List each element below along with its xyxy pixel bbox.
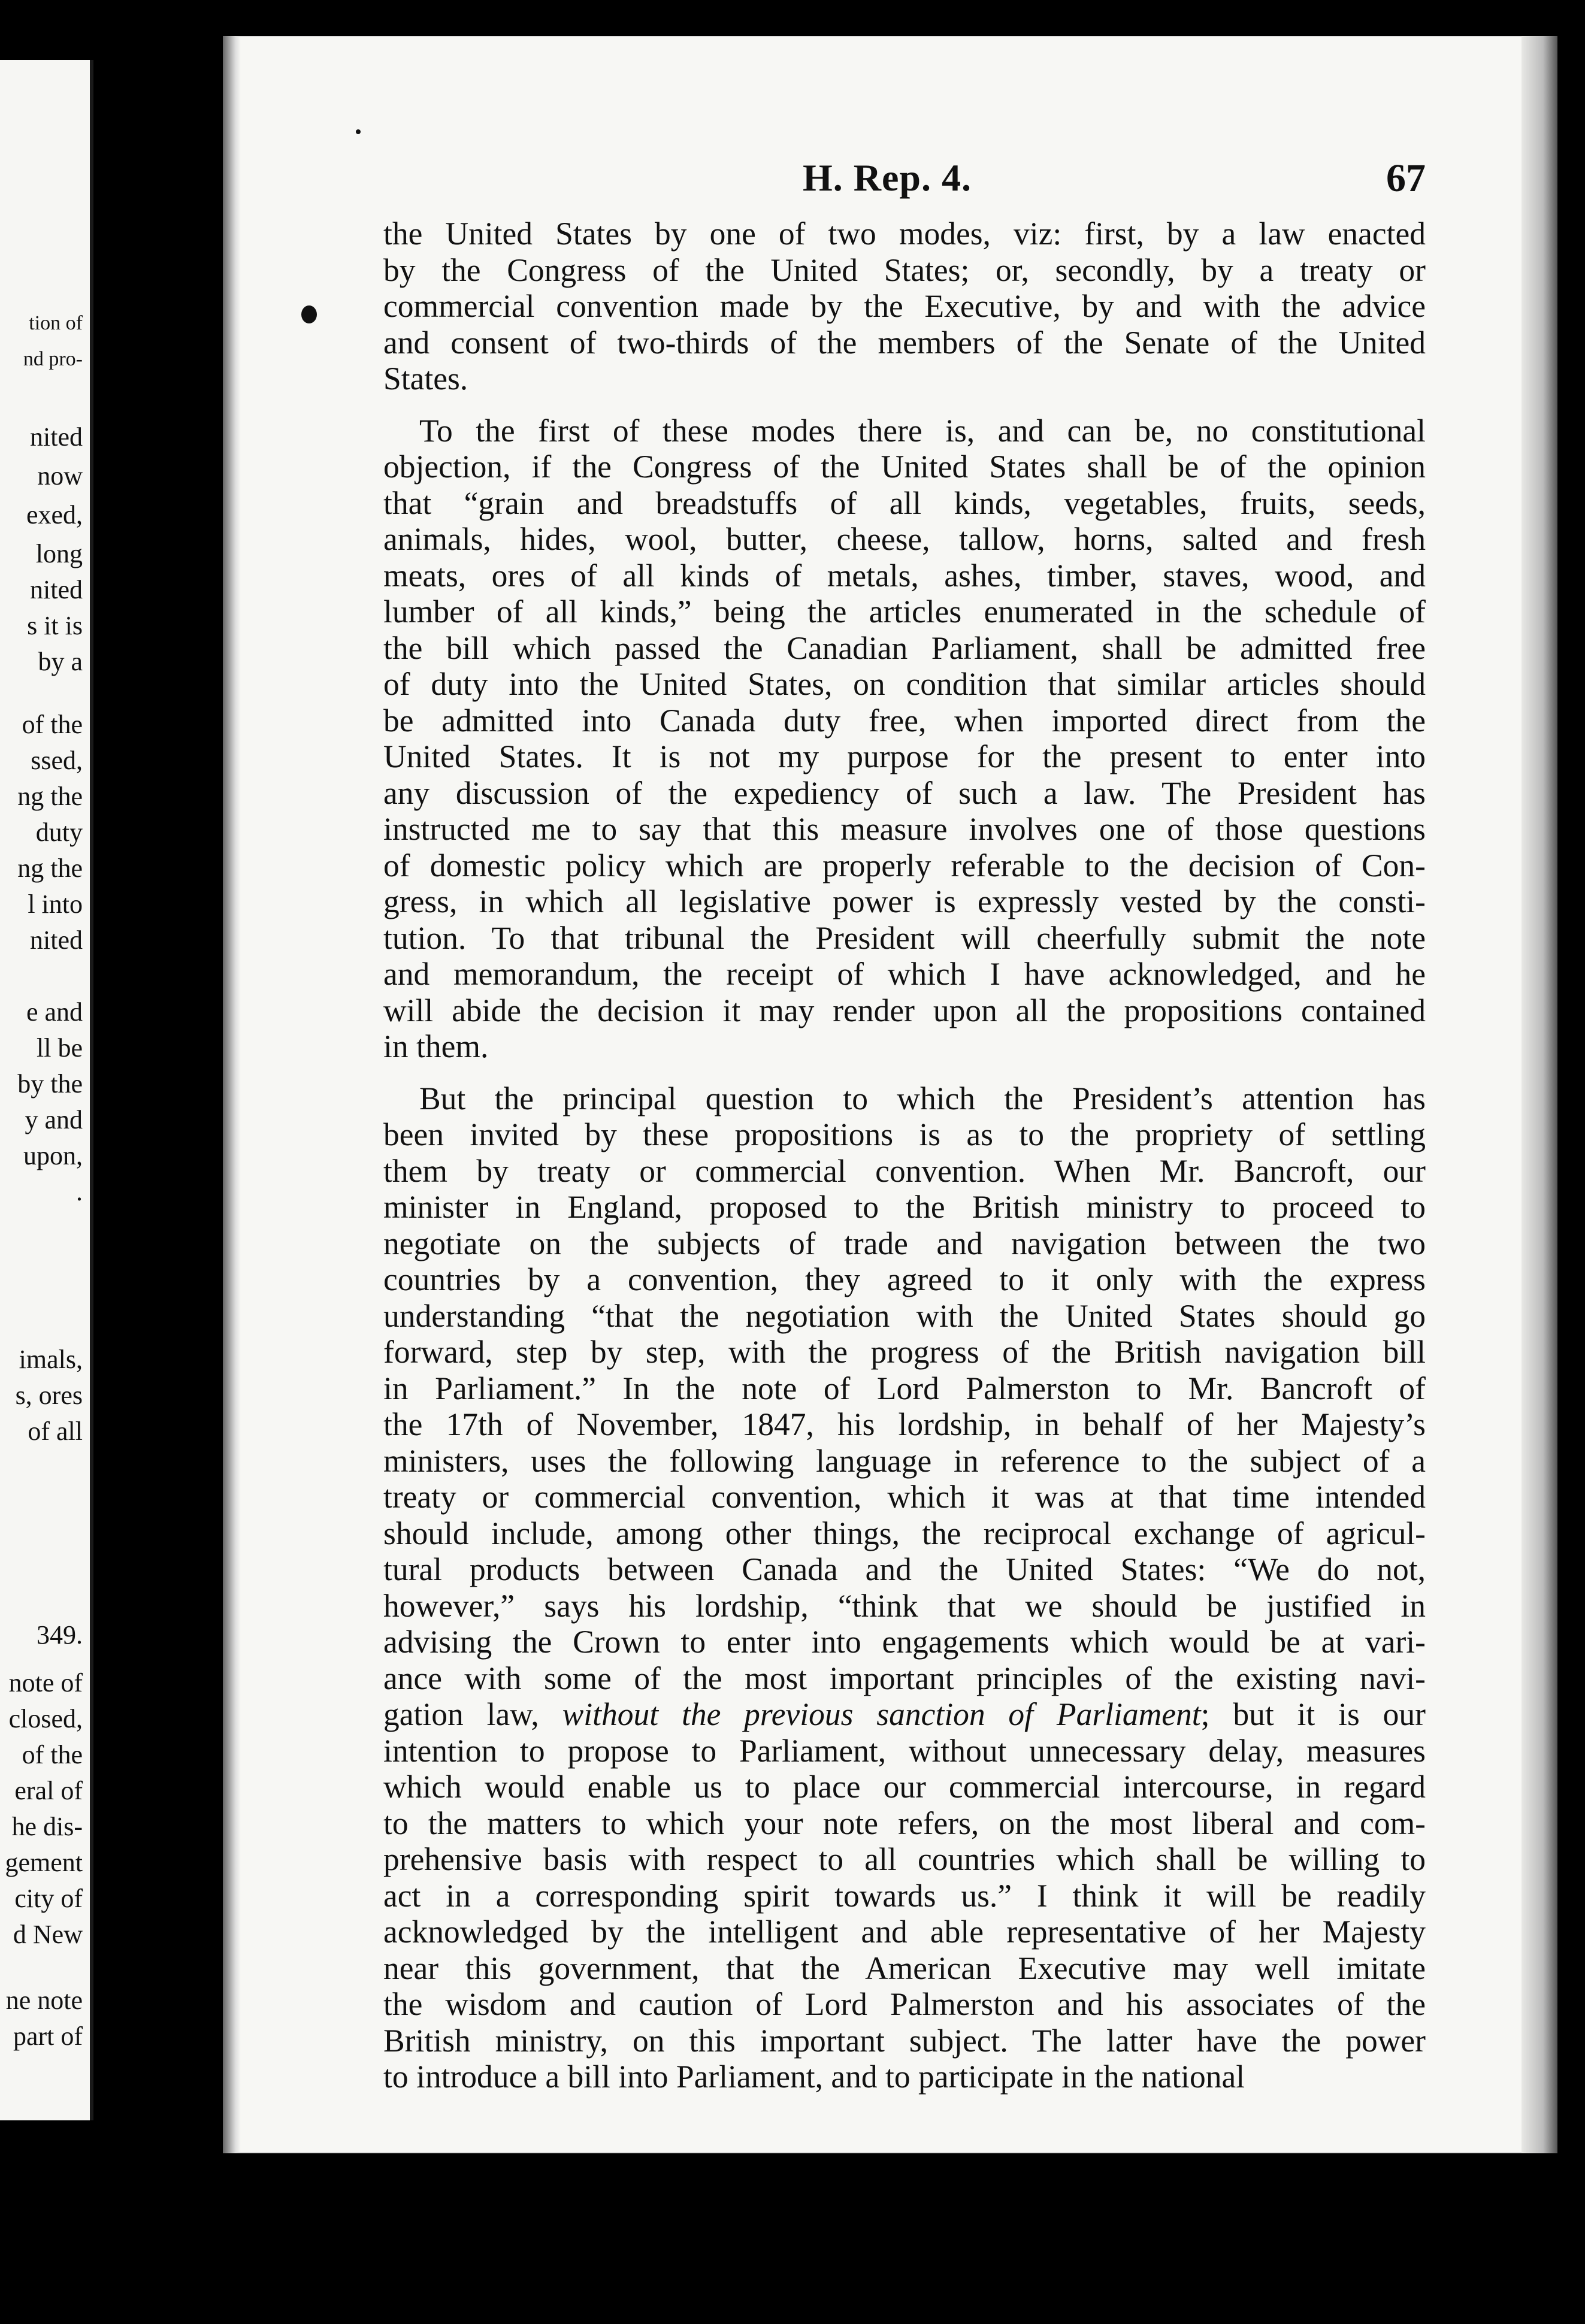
facing-page-line: nited	[30, 422, 83, 452]
text-line: however,” says his lordship, “think that we should be justified in	[383, 1587, 1426, 1624]
text-line: animals, hides, wool, butter, cheese, tallow, horns, salted and fresh	[383, 521, 1426, 557]
text-line: instructed me to say that this measure involves one of those questions	[383, 811, 1426, 847]
paragraph	[383, 1081, 1426, 2095]
text-line: acknowledged by the intelligent and able representative of her Majesty	[383, 1914, 1426, 1950]
facing-page-line: city of	[14, 1884, 83, 1913]
text-line: tural products between Canada and the United States: “We do not,	[383, 1551, 1426, 1587]
facing-page-line: he dis-	[11, 1812, 83, 1841]
text-line: of domestic policy which are properly referable to the decision of Con-	[383, 847, 1426, 883]
text-line: intention to propose to Parliament, without unnecessary delay, measures	[383, 1732, 1426, 1769]
text-line: commercial convention made by the Executive, by and with the advice	[383, 288, 1426, 324]
text-line: any discussion of the expediency of such a law. The President has	[383, 774, 1426, 811]
paragraph	[383, 413, 1426, 1065]
text-line: been invited by these propositions is as to the propriety of settling	[383, 1116, 1426, 1152]
text-line: them by treaty or commercial convention. When Mr. Bancroft, our	[383, 1152, 1426, 1189]
text-line: minister in England, proposed to the British ministry to proceed to	[383, 1189, 1426, 1225]
text-line: in Parliament.” In the note of Lord Palmerston to Mr. Bancroft of	[383, 1370, 1426, 1406]
facing-page-line: tion of	[29, 312, 83, 334]
speck	[356, 129, 361, 134]
facing-page-line: y and	[25, 1105, 83, 1134]
text-line: act in a corresponding spirit towards us.” I think it will be readily	[383, 1877, 1426, 1914]
facing-page-line: s it is	[27, 611, 83, 640]
text-line: tution. To that tribunal the President will cheerfully submit the note	[383, 919, 1426, 956]
text-line: To the first of these modes there is, and can be, no constitutional	[419, 412, 1426, 449]
italic-phrase: without the previous sanction of Parliament	[562, 1696, 1201, 1732]
text-line: negotiate on the subjects of trade and navigation between the two	[383, 1225, 1426, 1261]
text-line: countries by a convention, they agreed to it only with the express	[383, 1261, 1426, 1297]
facing-page-line: exed,	[26, 500, 83, 529]
facing-page-line: of all	[28, 1417, 83, 1446]
facing-page-line: l into	[28, 889, 83, 919]
facing-page-line: by the	[17, 1069, 83, 1099]
text-line: United States. It is not my purpose for the present to enter into	[383, 739, 1426, 774]
facing-page-line: part of	[13, 2022, 83, 2051]
text-line: States.	[383, 361, 468, 397]
text-line: gation law, without the previous sanction of Parliament; but it is our	[383, 1696, 1426, 1732]
text-line: by the Congress of the United States; or, secondly, by a treaty or	[383, 252, 1426, 288]
facing-page-line: long	[35, 539, 83, 568]
facing-page-line: eral of	[14, 1776, 83, 1805]
facing-page-line: duty	[35, 818, 83, 847]
text-line: will abide the decision it may render upon all the propositions contained	[383, 992, 1426, 1028]
facing-page-line: 349.	[37, 1620, 83, 1650]
facing-page-line: ne note	[5, 1986, 83, 2015]
facing-page-line: of the	[22, 1740, 83, 1769]
text-line: the 17th of November, 1847, his lordship, in behalf of her Majesty’s	[383, 1406, 1426, 1442]
text-line: lumber of all kinds,” being the articles enumerated in the schedule of	[383, 594, 1426, 630]
text-line: and consent of two-thirds of the members of the Senate of the United	[383, 324, 1426, 361]
text-line: which would enable us to place our commercial intercourse, in regard	[383, 1769, 1426, 1805]
facing-page-line: of the	[22, 710, 83, 739]
text-line: of duty into the United States, on condition that similar articles should	[383, 666, 1426, 702]
text-line: be admitted into Canada duty free, when imported direct from the	[383, 702, 1426, 739]
facing-page-line: upon,	[23, 1141, 83, 1170]
facing-page-line: ng the	[17, 782, 83, 811]
text-line: in them.	[383, 1028, 489, 1064]
facing-page-line: nited	[30, 925, 83, 955]
facing-page-line: d New	[13, 1920, 83, 1949]
text-line: understanding “that the negotiation with the United States should go	[383, 1297, 1426, 1334]
text-line: British ministry, on this important subject. The latter have the power	[383, 2022, 1426, 2059]
page-number: 67	[1386, 156, 1426, 200]
page-header	[383, 156, 1438, 204]
facing-page-line: by a	[38, 647, 83, 676]
facing-page-fragment	[0, 60, 93, 2120]
facing-page-line: nited	[30, 575, 83, 604]
text-line: the bill which passed the Canadian Parliament, shall be admitted free	[383, 630, 1426, 666]
facing-page-line: now	[37, 461, 83, 491]
facing-page-line: gement	[5, 1848, 83, 1877]
facing-page-line: ll be	[37, 1033, 83, 1063]
page-edge	[1522, 36, 1557, 2153]
facing-page-line: ng the	[17, 854, 83, 883]
report-number: H. Rep. 4.	[803, 156, 972, 199]
text-line: objection, if the Congress of the United States shall be of the opinion	[383, 449, 1426, 485]
text-line: should include, among other things, the reciprocal exchange of agricul-	[383, 1515, 1426, 1551]
text-line: advising the Crown to enter into engagements which would be at vari-	[383, 1624, 1426, 1660]
facing-page-line: e and	[26, 997, 83, 1027]
text-line: gress, in which all legislative power is expressly vested by the consti-	[383, 883, 1426, 919]
page-gutter	[223, 36, 241, 2153]
facing-page-line: nd pro-	[23, 348, 83, 370]
text-line: forward, step by step, with the progress of the British navigation bill	[383, 1334, 1426, 1370]
facing-page-line: closed,	[8, 1704, 83, 1733]
facing-page-line: ssed,	[31, 746, 83, 775]
text-line: the United States by one of two modes, viz: first, by a law enacted	[383, 216, 1426, 252]
text-line: and memorandum, the receipt of which I have acknowledged, and he	[383, 956, 1426, 992]
facing-page-line: s, ores	[15, 1381, 83, 1410]
text-line: the wisdom and caution of Lord Palmerston and his associates of the	[383, 1986, 1426, 2022]
body-text	[383, 216, 1426, 2095]
text-line: that “grain and breadstuffs of all kinds, vegetables, fruits, seeds,	[383, 485, 1426, 521]
facing-page-line: note of	[8, 1668, 83, 1697]
text-line: treaty or commercial convention, which it was at that time intended	[383, 1479, 1426, 1515]
facing-page-line: imals,	[19, 1345, 83, 1374]
text-line: prehensive basis with respect to all countries which shall be willing to	[383, 1841, 1426, 1877]
text-line: near this government, that the American Executive may well imitate	[383, 1950, 1426, 1986]
facing-page-line: .	[76, 1177, 83, 1206]
text-line: ministers, uses the following language in reference to the subject of a	[383, 1442, 1426, 1479]
ink-blot	[301, 305, 317, 323]
text-line: But the principal question to which the President’s attention has	[419, 1080, 1426, 1116]
text-line: ance with some of the most important principles of the existing navi-	[383, 1660, 1426, 1696]
paragraph	[383, 216, 1426, 397]
text-line: to introduce a bill into Parliament, and to participate in the national	[383, 2059, 1245, 2095]
text-line: meats, ores of all kinds of metals, ashes, timber, staves, wood, and	[383, 557, 1426, 594]
text-line: to the matters to which your note refers, on the most liberal and com-	[383, 1805, 1426, 1841]
